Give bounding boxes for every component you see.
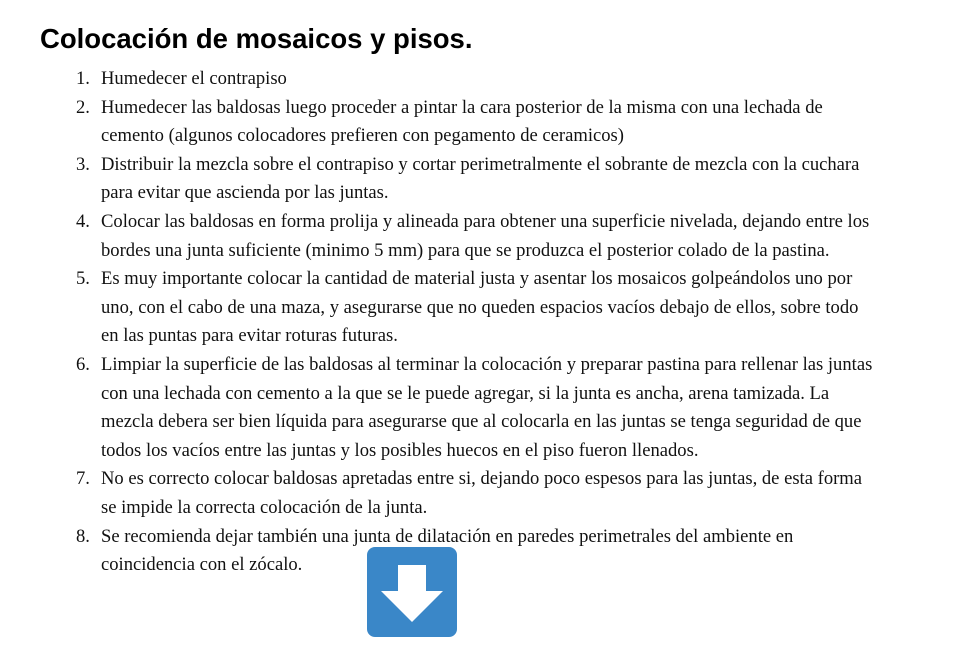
step-text: Limpiar la superficie de las baldosas al terminar la colocación y preparar pastina para rellenar las juntas con una lechada con cemento a la que se le puede agregar, si la junta es ancha, arena tamizada. La mezcla debera ser bien líquida para asegurarse que al colocarla en las juntas se tenga seguridad de que todos los vacíos entre las juntas y los posibles huecos en el piso fueron llenados. xyxy=(101,353,873,461)
list-item xyxy=(0,151,880,208)
arrow-down-icon xyxy=(367,547,457,637)
step-number: 7. xyxy=(76,468,90,490)
list-item xyxy=(0,65,880,94)
list-item xyxy=(0,351,880,465)
step-number: 6. xyxy=(76,353,90,375)
step-number: 5. xyxy=(76,268,90,290)
download-button[interactable] xyxy=(367,547,457,637)
step-number: 4. xyxy=(76,210,90,232)
list-item xyxy=(0,265,880,351)
step-number: 3. xyxy=(76,153,90,175)
list-item xyxy=(0,208,880,265)
list-item xyxy=(0,465,880,522)
step-text: No es correcto colocar baldosas apretadas entre si, dejando poco espesos para las juntas, de esta forma se impide la correcta colocación de la junta. xyxy=(101,468,863,518)
page-title: Colocación de mosaicos y pisos. xyxy=(40,23,473,54)
list-item xyxy=(0,94,880,151)
step-number: 1. xyxy=(76,68,90,89)
step-text: Distribuir la mezcla sobre el contrapiso y cortar perimetralmente el sobrante de mezcla con la cuchara para evitar que ascienda por las juntas. xyxy=(101,153,860,204)
step-text: Es muy importante colocar la cantidad de material justa y asentar los mosaicos golpeándolos uno por uno, con el cabo de una maza, y asegurarse que no queden espacios vacíos debajo de ellos, sobre todo en las puntas para evitar roturas futuras. xyxy=(101,268,859,347)
step-number: 2. xyxy=(76,96,90,118)
step-text: Colocar las baldosas en forma prolija y alineada para obtener una superficie nivelada, dejando entre los bordes una junta suficiente (minimo 5 mm) para que se produzca el posterior colado de la pastina. xyxy=(101,210,870,261)
steps-list xyxy=(0,65,880,580)
step-text: Se recomienda dejar también una junta de dilatación en paredes perimetrales del ambiente en coincidencia con el zócalo. xyxy=(101,525,794,576)
step-text: Humedecer el contrapiso xyxy=(101,68,287,89)
step-text: Humedecer las baldosas luego proceder a pintar la cara posterior de la misma con una lechada de cemento (algunos colocadores prefieren con pegamento de ceramicos) xyxy=(101,96,823,147)
step-number: 8. xyxy=(76,525,90,547)
